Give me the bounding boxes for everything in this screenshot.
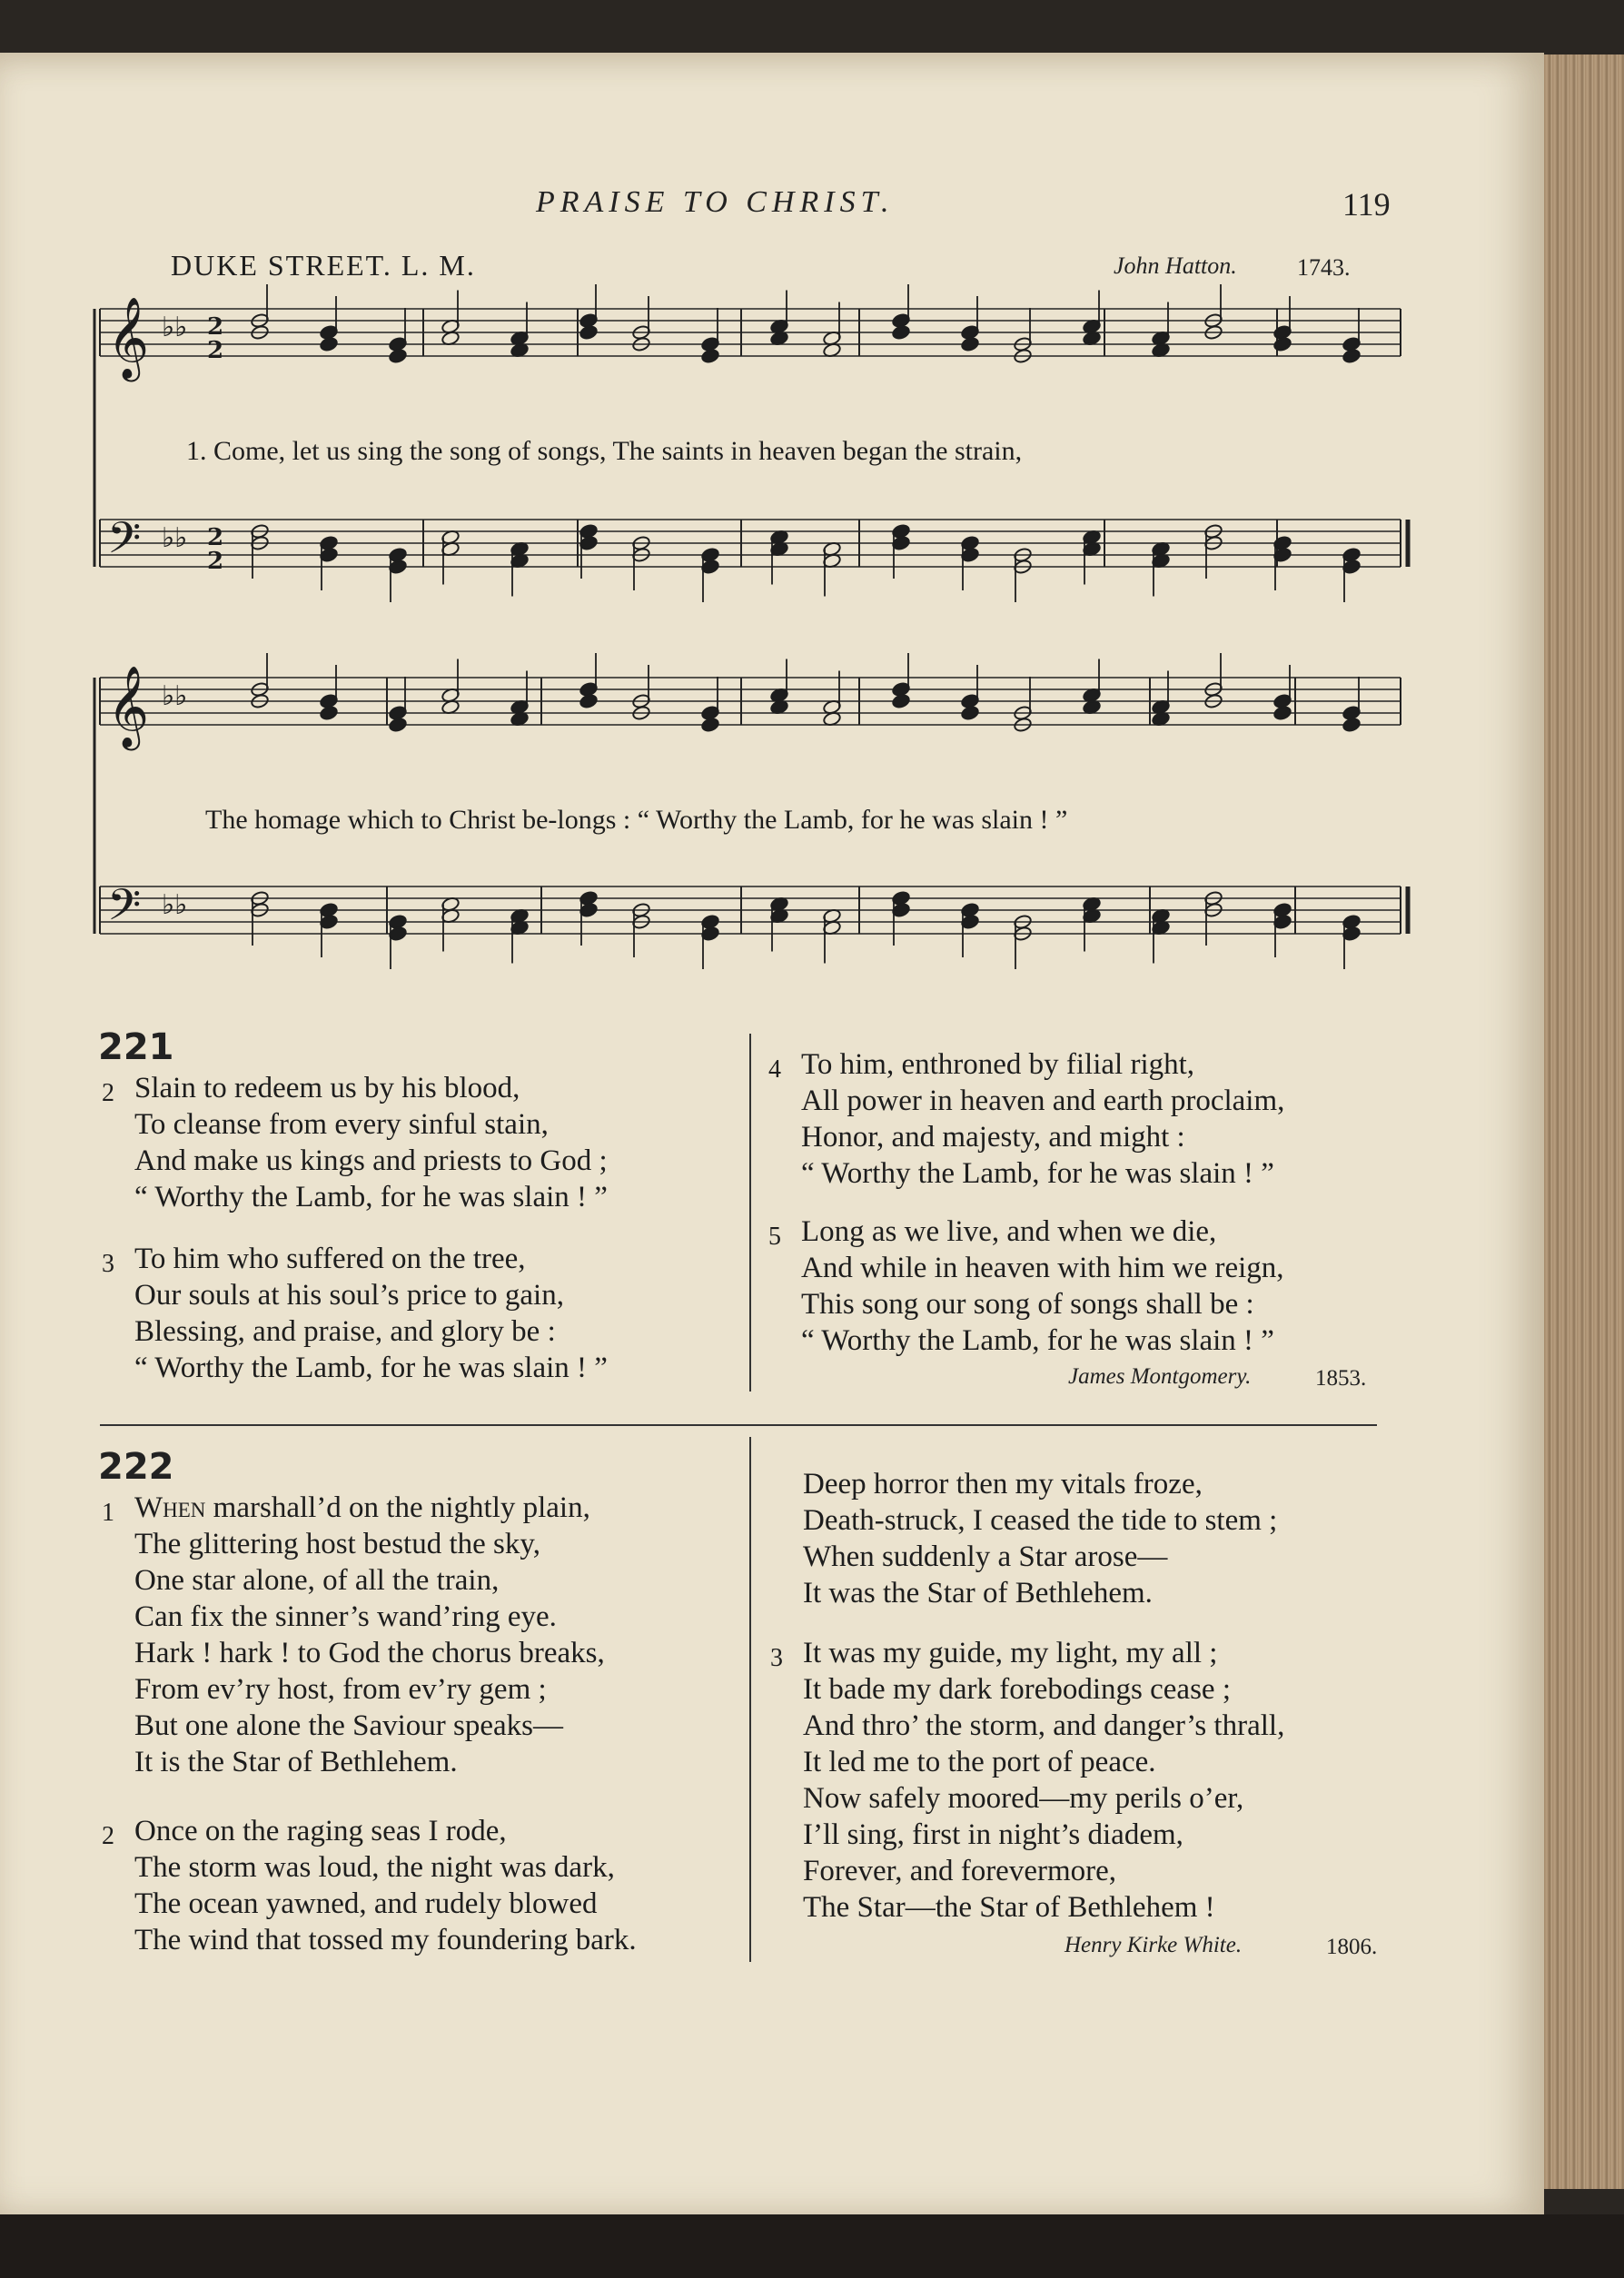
- svg-text:♭♭: ♭♭: [162, 680, 188, 712]
- verse-line: And while in heaven with him we reign,: [801, 1252, 1284, 1284]
- stanza-number: 2: [102, 1079, 114, 1107]
- verse-line: Can fix the sinner’s wand’ring eye.: [134, 1600, 557, 1633]
- verse-line: “ Worthy the Lamb, for he was slain ! ”: [134, 1352, 608, 1384]
- verse-line: To him who suffered on the tree,: [134, 1243, 526, 1275]
- stanza-number: 1: [102, 1499, 114, 1527]
- verse-line: It is the Star of Bethlehem.: [134, 1746, 458, 1778]
- music-score: [87, 272, 1431, 999]
- verse-line: From ev’ry host, from ev’ry gem ;: [134, 1673, 547, 1706]
- column-divider: [749, 1034, 751, 1392]
- verse-line: When suddenly a Star arose—: [803, 1540, 1168, 1573]
- verse-line: Death-struck, I ceased the tide to stem ;: [803, 1504, 1278, 1537]
- hymn222-stanza-1: [102, 1490, 605, 1780]
- hymn221-stanza-5: [768, 1213, 1284, 1359]
- hymn221-stanza-3: [102, 1241, 608, 1386]
- stanza-number: 3: [770, 1644, 783, 1672]
- hymn222-stanza-3: [770, 1635, 1285, 1926]
- svg-text:𝄢: 𝄢: [107, 512, 142, 574]
- verse-line: “ Worthy the Lamb, for he was slain ! ”: [134, 1181, 608, 1213]
- first-word: When: [134, 1491, 206, 1524]
- verse-line: All power in heaven and earth proclaim,: [801, 1085, 1285, 1117]
- verse-line: It bade my dark forebodings cease ;: [803, 1673, 1231, 1706]
- composer-name: John Hatton.: [1114, 253, 1237, 279]
- section-divider: [100, 1424, 1377, 1426]
- page-number: 119: [1342, 186, 1391, 223]
- hymn222-stanza-2: [102, 1813, 637, 1958]
- svg-text:♭♭: ♭♭: [162, 522, 188, 554]
- verse-line: But one alone the Saviour speaks—: [134, 1709, 563, 1742]
- verse-line: To him, enthroned by filial right,: [801, 1048, 1195, 1081]
- svg-text:♭♭: ♭♭: [162, 889, 188, 921]
- verse-line: The glittering host bestud the sky,: [134, 1528, 540, 1560]
- tune-title: DUKE STREET. L. M.: [171, 249, 476, 282]
- first-line-rest: marshall’d on the nightly plain,: [205, 1491, 590, 1524]
- verse-line: Now safely moored—my perils o’er,: [803, 1782, 1244, 1815]
- column-divider: [749, 1437, 751, 1962]
- verse-line: The wind that tossed my foundering bark.: [134, 1924, 637, 1956]
- verse-line: Slain to redeem us by his blood,: [134, 1072, 520, 1104]
- composer-year: 1743.: [1297, 254, 1351, 281]
- verse-line: Deep horror then my vitals froze,: [803, 1468, 1203, 1501]
- stanza-number: 5: [768, 1223, 781, 1251]
- verse-line: The storm was loud, the night was dark,: [134, 1851, 615, 1884]
- lyric-line-2: The homage which to Christ be-longs : “ Worthy the Lamb, for he was slain ! ”: [205, 805, 1068, 835]
- svg-text:2: 2: [207, 337, 224, 364]
- hymn221-author: James Montgomery.: [1068, 1364, 1252, 1389]
- svg-text:♭♭: ♭♭: [162, 312, 188, 343]
- verse-line: The ocean yawned, and rudely blowed: [134, 1887, 598, 1920]
- svg-text:2: 2: [207, 313, 224, 341]
- svg-text:2: 2: [207, 548, 224, 575]
- stanza-number: 4: [768, 1055, 781, 1084]
- book-shadow: [0, 2214, 1624, 2278]
- verse-line: This song our song of songs shall be :: [801, 1288, 1254, 1321]
- verse-line: And thro’ the storm, and danger’s thrall,: [803, 1709, 1285, 1742]
- hymn221-stanza-2: [102, 1070, 608, 1215]
- hymn-number-222: 222: [98, 1446, 174, 1488]
- hymn222-stanza-2-continued: [803, 1466, 1277, 1611]
- verse-line: One star alone, of all the train,: [134, 1564, 500, 1597]
- svg-text:𝄞: 𝄞: [107, 297, 150, 379]
- verse-line: Blessing, and praise, and glory be :: [134, 1315, 556, 1348]
- verse-line: I’ll sing, first in night’s diadem,: [803, 1818, 1183, 1851]
- hymn222-year: 1806.: [1326, 1935, 1378, 1959]
- verse-line: It was the Star of Bethlehem.: [803, 1577, 1153, 1609]
- hymn221-stanza-4: [768, 1046, 1285, 1192]
- verse-line: To cleanse from every sinful stain,: [134, 1108, 549, 1141]
- verse-line: It led me to the port of peace.: [803, 1746, 1156, 1778]
- svg-text:𝄢: 𝄢: [107, 879, 142, 941]
- verse-line: Long as we live, and when we die,: [801, 1215, 1217, 1248]
- lyric-line-1: 1. Come, let us sing the song of songs, The saints in heaven began the strain,: [186, 436, 1023, 466]
- hymn222-author: Henry Kirke White.: [1065, 1933, 1243, 1957]
- svg-text:2: 2: [207, 524, 224, 551]
- verse-line: [134, 1490, 605, 1526]
- verse-line: Our souls at his soul’s price to gain,: [134, 1279, 564, 1312]
- verse-line: Once on the raging seas I rode,: [134, 1815, 507, 1847]
- stanza-number: 2: [102, 1822, 114, 1850]
- page-edges: [1544, 54, 1624, 2189]
- verse-line: Forever, and forevermore,: [803, 1855, 1117, 1887]
- verse-line: It was my guide, my light, my all ;: [803, 1637, 1218, 1669]
- stanza-number: 3: [102, 1250, 114, 1278]
- verse-line: Honor, and majesty, and might :: [801, 1121, 1185, 1154]
- verse-line: Hark ! hark ! to God the chorus breaks,: [134, 1637, 605, 1669]
- hymn-number-221: 221: [98, 1026, 174, 1068]
- running-head: PRAISE TO CHRIST.: [536, 185, 895, 219]
- verse-line: And make us kings and priests to God ;: [134, 1144, 608, 1177]
- hymn221-year: 1853.: [1315, 1366, 1367, 1391]
- verse-line: “ Worthy the Lamb, for he was slain ! ”: [801, 1324, 1274, 1357]
- verse-line: “ Worthy the Lamb, for he was slain ! ”: [801, 1157, 1274, 1190]
- verse-line: The Star—the Star of Bethlehem !: [803, 1891, 1215, 1924]
- svg-text:𝄞: 𝄞: [107, 666, 150, 748]
